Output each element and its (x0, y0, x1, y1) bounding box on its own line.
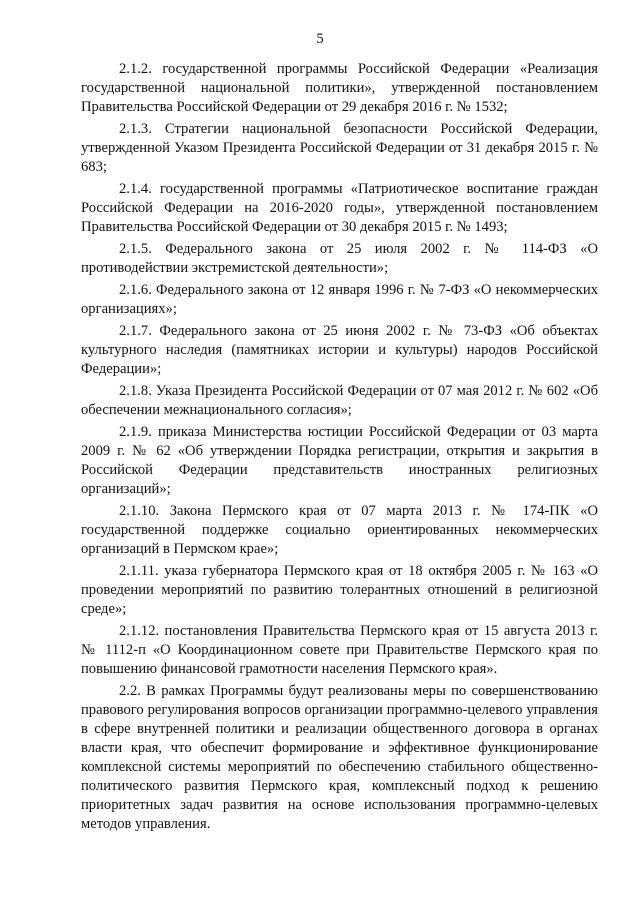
paragraph-2-1-3: 2.1.3. Стратегии национальной безопасности Российской Федерации, утвержденной Указом Президента Российской Федерации от 31 декабря 2015 г. № 683; (81, 121, 598, 175)
paragraph-2-1-9: 2.1.9. приказа Министерства юстиции Российской Федерации от 03 марта 2009 г. № 62 «Об утверждении Порядка регистрации, открытия и закрытия в Российской Федерации представительств иностранных религиозных организаций»; (81, 424, 598, 497)
paragraph-2-1-11: 2.1.11. указа губернатора Пермского края от 18 октября 2005 г. № 163 «О проведении мероприятий по развитию толерантных отношений в религиозной среде»; (81, 563, 598, 617)
page-number: 5 (316, 31, 324, 47)
paragraph-2-1-6: 2.1.6. Федерального закона от 12 января 1996 г. № 7-ФЗ «О некоммерческих организациях»; (81, 282, 598, 317)
document-body (81, 60, 598, 837)
paragraph-2-1-8: 2.1.8. Указа Президента Российской Федерации от 07 мая 2012 г. № 602 «Об обеспечении межнационального согласия»; (81, 383, 598, 418)
paragraph-2-2: 2.2. В рамках Программы будут реализованы меры по совершенствованию правового регулирования вопросов организации программно-целевого управления в сфере внутренней политики и реализации общественного договора в органах власти края, что обеспечит формирование и эффективное функционирование комплексной системы мероприятий по обеспечению стабильного общественно-политического развития Пермского края, комплексный подход к решению приоритетных задач развития на основе использования программно-целевых методов управления. (81, 683, 598, 832)
paragraph-2-1-10: 2.1.10. Закона Пермского края от 07 марта 2013 г. № 174-ПК «О государственной поддержке социально ориентированных некоммерческих организаций в Пермском крае»; (81, 503, 598, 557)
paragraph-2-1-7: 2.1.7. Федерального закона от 25 июня 2002 г. № 73-ФЗ «Об объектах культурного наследия (памятниках истории и культуры) народов Российской Федерации»; (81, 323, 598, 377)
paragraph-2-1-5: 2.1.5. Федерального закона от 25 июля 2002 г. № 114-ФЗ «О противодействии экстремистской деятельности»; (81, 241, 598, 276)
paragraph-2-1-12: 2.1.12. постановления Правительства Пермского края от 15 августа 2013 г. № 1112-п «О Координационном совете при Правительстве Пермского края по повышению финансовой грамотности населения Пермского края». (81, 623, 598, 677)
paragraph-2-1-2: 2.1.2. государственной программы Российской Федерации «Реализация государственной национальной политики», утвержденной постановлением Правительства Российской Федерации от 29 декабря 2016 г. № 1532; (81, 61, 598, 115)
paragraph-2-1-4: 2.1.4. государственной программы «Патриотическое воспитание граждан Российской Федерации на 2016-2020 годы», утвержденной постановлением Правительства Российской Федерации от 30 декабря 2015 г. № 1493; (81, 181, 598, 235)
